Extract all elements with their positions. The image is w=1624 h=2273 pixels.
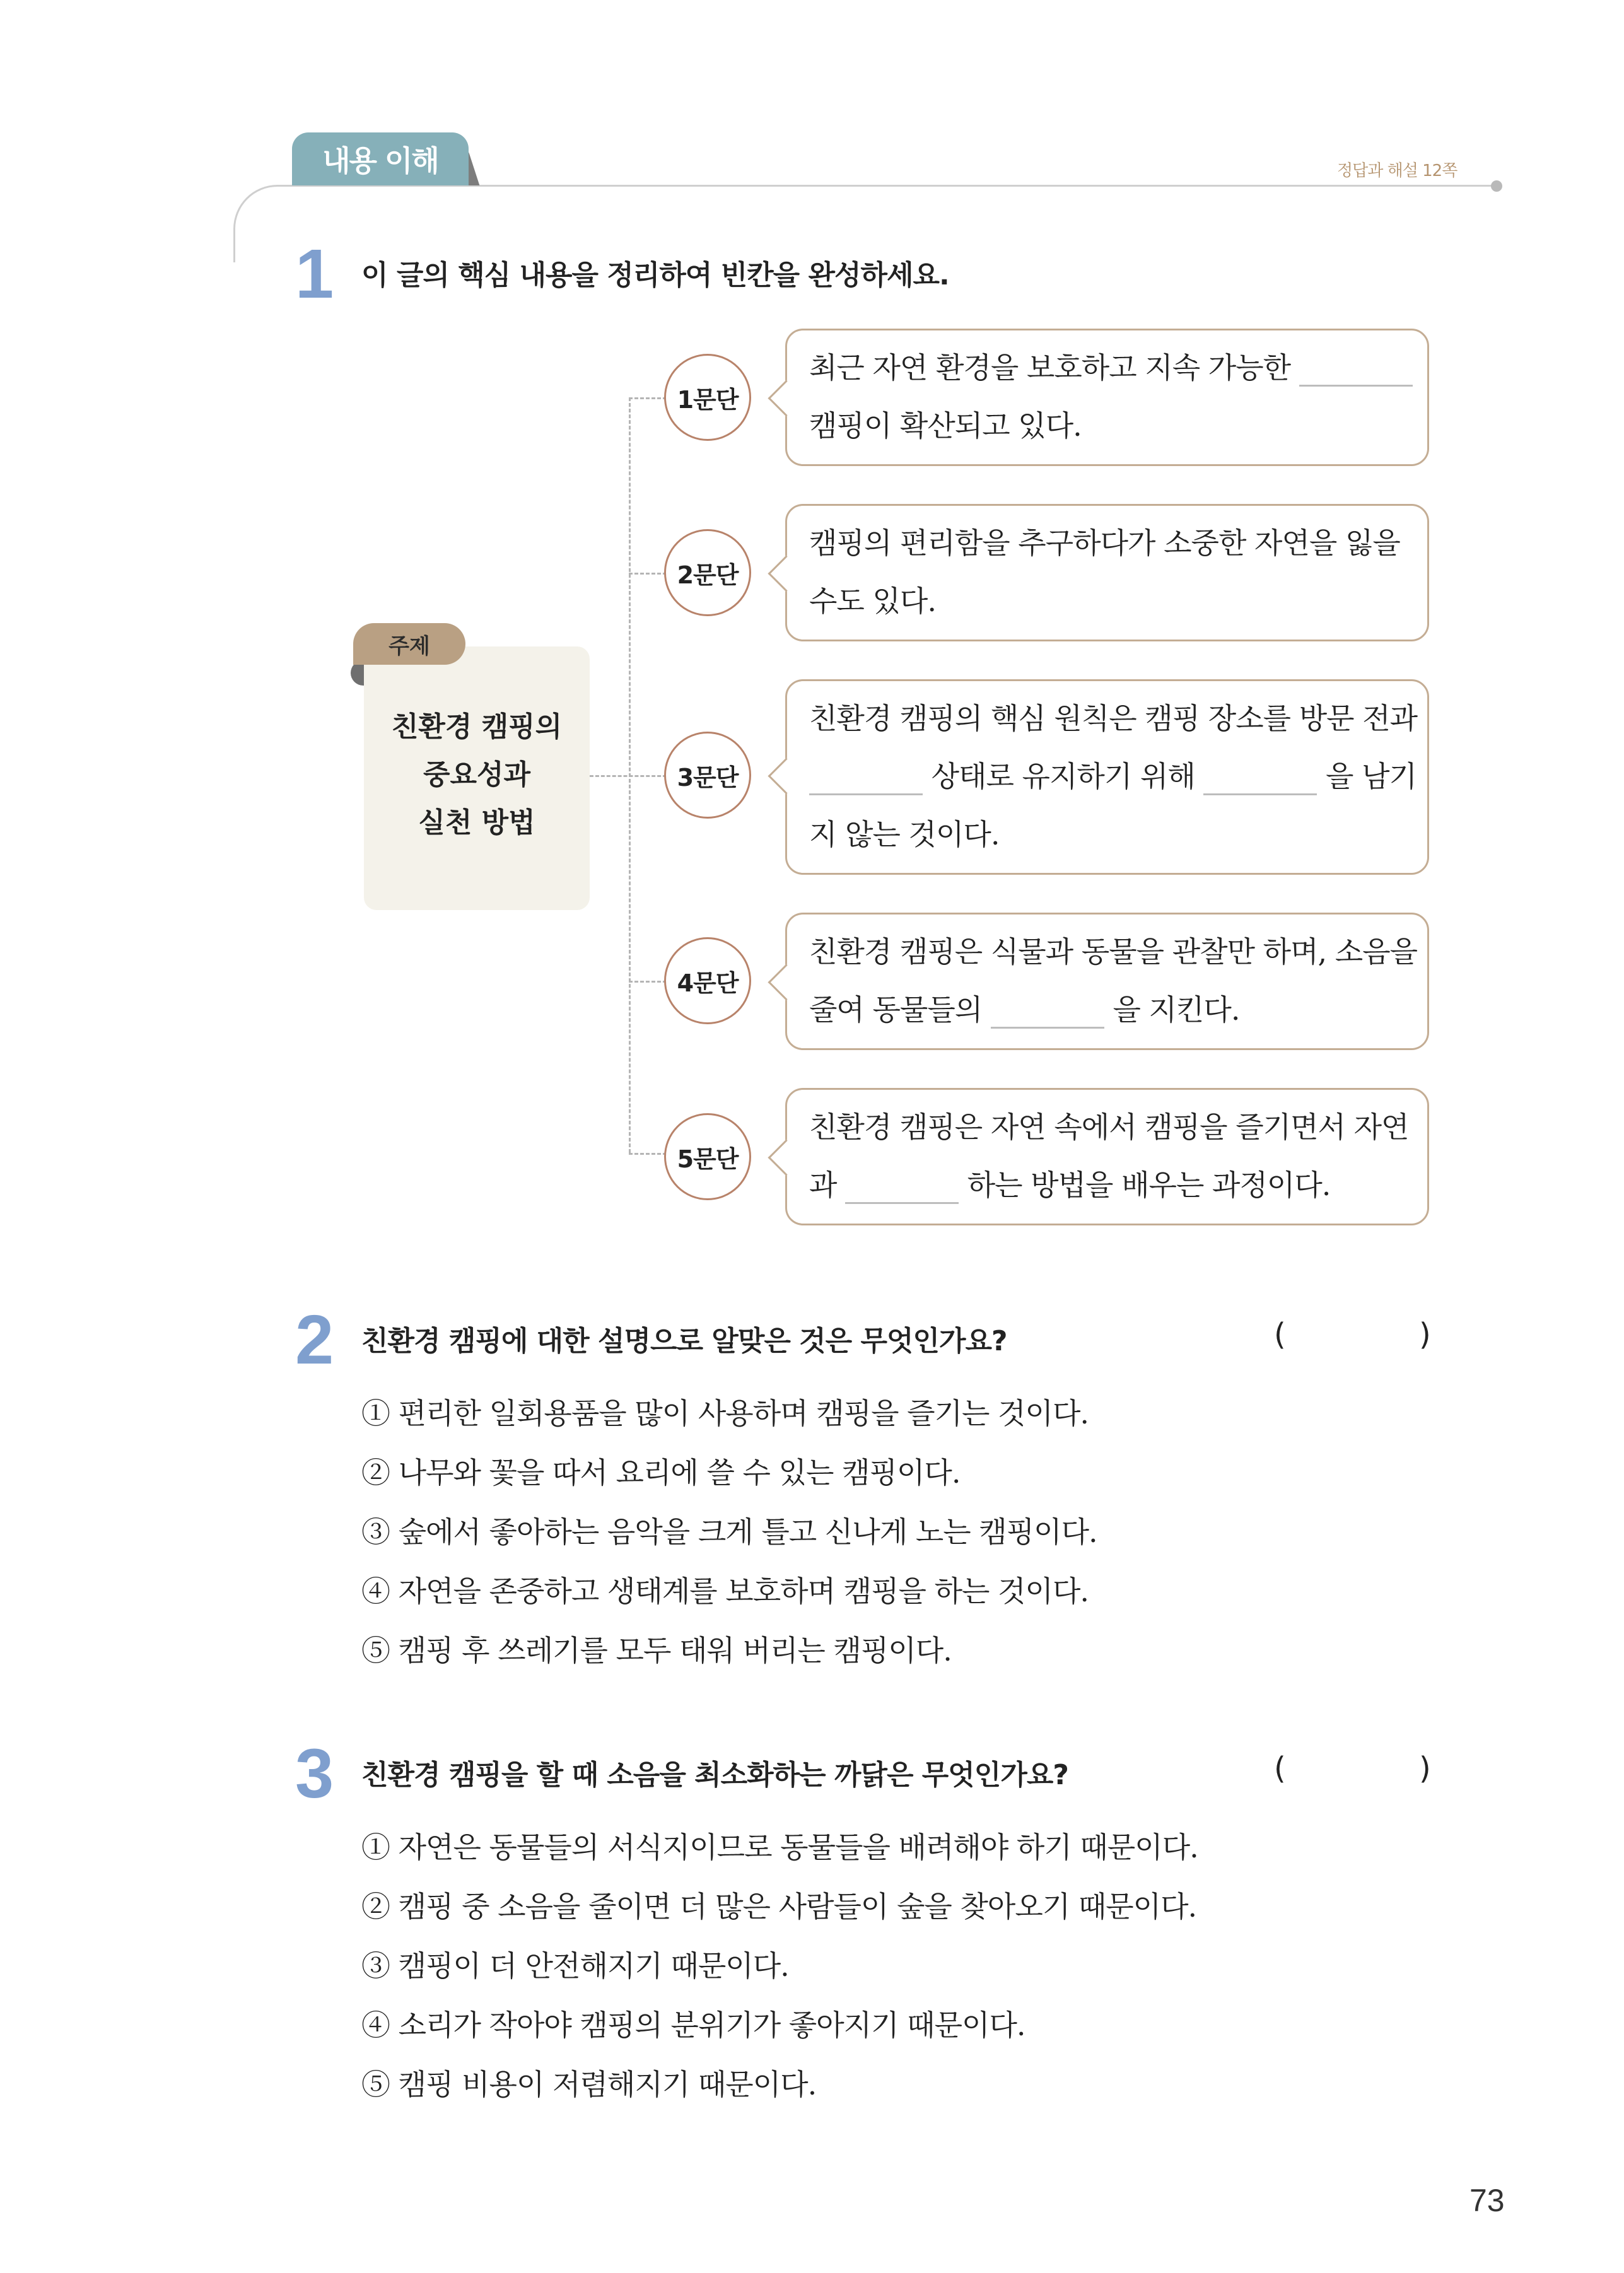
theme-line: 중요성과 [423, 759, 530, 791]
theme-line: 실천 방법 [418, 807, 535, 839]
paragraph-1-text [809, 339, 1413, 455]
paragraph-3-line-2b: 을 남기 [1326, 759, 1417, 793]
blank-input[interactable] [845, 1172, 959, 1204]
choice-item[interactable]: ② 캠핑 중 소음을 줄이면 더 많은 사람들이 숲을 찾아오기 때문이다. [361, 1890, 1197, 1924]
choice-item[interactable]: ① 자연은 동물들의 서식지이므로 동물들을 배려해야 하기 때문이다. [361, 1830, 1198, 1864]
header-rule-dot [1491, 180, 1502, 192]
answer-reference: 정답과 해설 12쪽 [1337, 161, 1458, 180]
paragraph-1-line-2: 캠핑이 확산되고 있다. [809, 409, 1082, 443]
question-1-number: 1 [295, 235, 334, 313]
connector-5 [629, 1153, 667, 1155]
blank-input[interactable] [991, 996, 1104, 1029]
paragraph-4-text [809, 923, 1417, 1039]
blank-input[interactable] [1299, 354, 1413, 387]
choice-item[interactable]: ① 편리한 일회용품을 많이 사용하며 캠핑을 즐기는 것이다. [361, 1396, 1089, 1430]
choice-item[interactable]: ⑤ 캠핑 후 쓰레기를 모두 태워 버리는 캠핑이다. [361, 1633, 952, 1668]
paragraph-4-line-2b: 을 지킨다. [1113, 993, 1240, 1027]
paragraph-5-badge: 5문단 [664, 1113, 751, 1200]
question-3-text: 친환경 캠핑을 할 때 소음을 최소화하는 까닭은 무엇인가요? [361, 1759, 1068, 1791]
paragraph-5-line-1: 친환경 캠핑은 자연 속에서 캠핑을 즐기면서 자연 [809, 1110, 1409, 1144]
question-3-number: 3 [295, 1735, 334, 1813]
connector-4 [629, 981, 667, 983]
choice-item[interactable]: ④ 소리가 작아야 캠핑의 분위기가 좋아지기 때문이다. [361, 2008, 1025, 2042]
theme-line: 친환경 캠핑의 [391, 711, 563, 743]
paragraph-1-badge: 1문단 [664, 354, 751, 441]
paragraph-3-line-2a: 상태로 유지하기 위해 [931, 759, 1195, 793]
answer-input[interactable] [1290, 1752, 1416, 1790]
paragraph-4-badge: 4문단 [664, 937, 751, 1024]
question-2-text: 친환경 캠핑에 대한 설명으로 알맞은 것은 무엇인가요? [361, 1325, 1007, 1357]
paragraph-4-line-2a: 줄여 동물들의 [809, 993, 983, 1027]
answer-paren-close: ) [1419, 1751, 1431, 1786]
choice-item[interactable]: ⑤ 캠핑 비용이 저렴해지기 때문이다. [361, 2067, 817, 2101]
paragraph-3-line-1: 친환경 캠핑의 핵심 원칙은 캠핑 장소를 방문 전과 [809, 701, 1418, 735]
answer-input[interactable] [1290, 1318, 1416, 1356]
blank-input[interactable] [809, 763, 923, 795]
paragraph-3-line-3: 지 않는 것이다. [809, 817, 1000, 851]
theme-text [364, 703, 590, 847]
choice-item[interactable]: ④ 자연을 존중하고 생태계를 보호하며 캠핑을 하는 것이다. [361, 1574, 1089, 1608]
paragraph-3-badge: 3문단 [664, 732, 751, 819]
paragraph-2-line-2: 수도 있다. [809, 584, 936, 618]
theme-connector [590, 775, 667, 777]
header-corner-line [233, 185, 292, 262]
paragraph-1-line-1: 최근 자연 환경을 보호하고 지속 가능한 [809, 351, 1291, 385]
question-1-text: 이 글의 핵심 내용을 정리하여 빈칸을 완성하세요. [361, 259, 949, 291]
paragraph-5-text [809, 1098, 1408, 1214]
answer-paren-open: ( [1274, 1317, 1286, 1352]
answer-paren-close: ) [1419, 1317, 1431, 1352]
paragraph-2-text [809, 514, 1400, 630]
paragraph-3-text [809, 689, 1417, 863]
question-2-number: 2 [295, 1301, 334, 1379]
page-number: 73 [1469, 2183, 1505, 2218]
choice-item[interactable]: ② 나무와 꽃을 따서 요리에 쓸 수 있는 캠핑이다. [361, 1456, 961, 1490]
section-tab: 내용 이해 [292, 132, 469, 185]
paragraph-5-line-2b: 하는 방법을 배우는 과정이다. [967, 1168, 1331, 1202]
choice-item[interactable]: ③ 캠핑이 더 안전해지기 때문이다. [361, 1949, 789, 1983]
paragraph-5-line-2a: 과 [809, 1168, 837, 1202]
connector-2 [629, 573, 667, 575]
answer-paren-open: ( [1274, 1751, 1286, 1786]
connector-1 [629, 397, 667, 399]
choice-item[interactable]: ③ 숲에서 좋아하는 음악을 크게 틀고 신나게 노는 캠핑이다. [361, 1515, 1097, 1549]
paragraph-4-line-1: 친환경 캠핑은 식물과 동물을 관찰만 하며, 소음을 [809, 935, 1418, 969]
theme-label: 주제 [353, 623, 465, 665]
paragraph-2-line-1: 캠핑의 편리함을 추구하다가 소중한 자연을 잃을 [809, 526, 1400, 560]
blank-input[interactable] [1203, 763, 1317, 795]
paragraph-2-badge: 2문단 [664, 529, 751, 616]
